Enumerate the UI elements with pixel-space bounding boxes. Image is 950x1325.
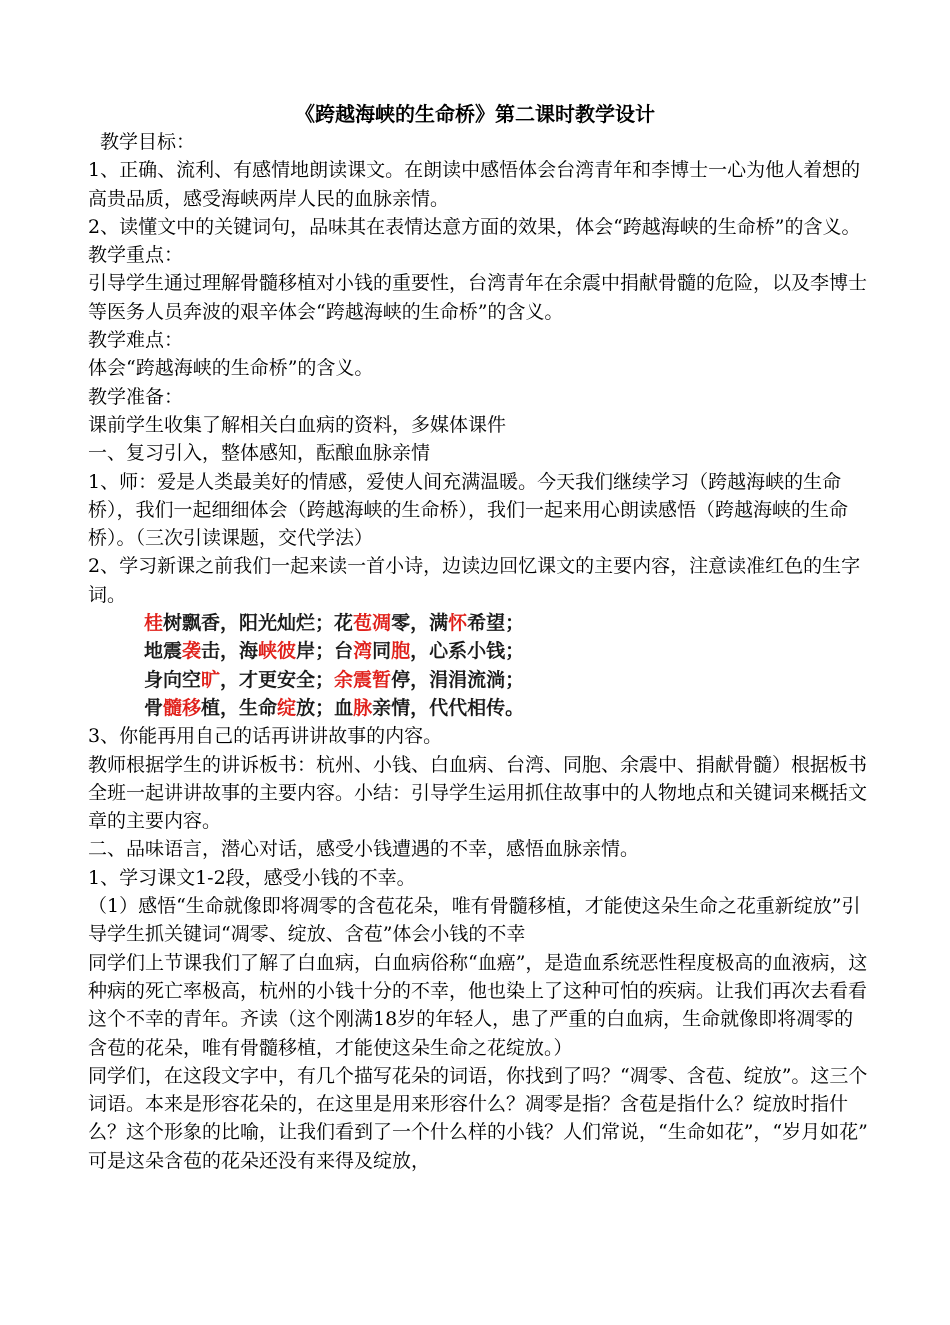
section-2-heading: 二、品味语言，潜心对话，感受小钱遭遇的不幸，感悟血脉亲情。 — [88, 838, 640, 861]
goal-2: 2、读懂文中的关键词句，品味其在表情达意方面的效果，体会“跨越海峡的生命桥”的含义。 — [88, 215, 861, 238]
poem-highlight-char: 峡彼 — [258, 640, 297, 663]
poem-highlight-char: 桂 — [144, 612, 164, 635]
poem-highlight-char: 绽 — [277, 696, 297, 719]
poem-text-segment: 骨 — [144, 696, 164, 719]
focus-heading: 教学重点： — [88, 244, 184, 267]
prep-text: 课前学生收集了解相关白血病的资料，多媒体课件 — [88, 413, 507, 436]
poem-text-segment: 亲情，代代相传。 — [372, 696, 525, 719]
section-2-paragraph-1: 1、学习课文1-2段，感受小钱的不幸。 — [88, 866, 416, 889]
poem-text-segment: 岸； — [296, 640, 335, 663]
poem-text-segment: 希望； — [467, 612, 525, 635]
difficulty-heading: 教学难点： — [88, 329, 184, 352]
document-title: 《跨越海峡的生命桥》第二课时教学设计 — [295, 102, 655, 126]
poem-line-4 — [144, 694, 868, 722]
poem-line-2 — [144, 637, 868, 665]
poem-text-segment: 零，满 — [391, 612, 449, 635]
poem-highlight-char: 苞凋 — [353, 612, 392, 635]
difficulty-text: 体会“跨越海峡的生命桥”的含义。 — [88, 357, 374, 380]
poem-highlight-char: 胞 — [391, 640, 411, 663]
poem — [88, 609, 868, 722]
poem-text-segment: 地震 — [144, 640, 183, 663]
poem-highlight-char: 旷 — [201, 668, 221, 691]
document-body — [88, 128, 868, 1175]
section-2-paragraph-4: 同学们，在这段文字中，有几个描写花朵的词语，你找到了吗？“凋零、含苞、绽放”。这三个词语。本来是形容花朵的，在这里是用来形容什么？凋零是指？含苞是指什么？绽放时指什么？这个形象的比喻，让我们看到了一个什么样的小钱？人们常说，“生命如花”，“岁月如花” 可是这朵含苞的花朵还没有来得及绽放， — [88, 1064, 868, 1172]
poem-text-segment: 树飘香，阳光灿烂； — [163, 612, 335, 635]
poem-text-segment: 身向空 — [144, 668, 202, 691]
poem-text-segment: 花 — [334, 612, 354, 635]
poem-line-1 — [144, 609, 868, 637]
section-1-heading: 一、复习引入，整体感知，酝酿血脉亲情 — [88, 442, 431, 465]
poem-text-segment: 放；血 — [296, 696, 354, 719]
section-1-paragraph-2: 2、学习新课之前我们一起来读一首小诗，边读边回忆课文的主要内容，注意读准红色的生字词。 — [88, 555, 861, 606]
poem-highlight-char: 湾 — [353, 640, 373, 663]
section-1-paragraph-3: 3、你能再用自己的话再讲讲故事的内容。 — [88, 725, 443, 748]
section-2-paragraph-3: 同学们上节课我们了解了白血病，白血病俗称“血癌”，是造血系统恶性程度极高的血液病，这种病的死亡率极高，杭州的小钱十分的不幸，他也染上了这种可怕的疾病。让我们再次去看看这个不幸的青年。齐读（这个刚满18岁的年轻人，患了严重的白血病，生命就像即将凋零的含苞的花朵，唯有骨髓移植，才能使这朵生命之花绽放。） — [88, 951, 868, 1059]
poem-text-segment: 植，生命 — [201, 696, 278, 719]
poem-highlight-char: 髓移 — [163, 696, 202, 719]
prep-heading: 教学准备： — [88, 385, 184, 408]
goals-heading: 教学目标： — [100, 131, 196, 153]
poem-line-3 — [144, 666, 868, 694]
poem-highlight-char: 袭 — [182, 640, 202, 663]
poem-text-segment: 同 — [372, 640, 392, 663]
poem-text-segment: 台 — [334, 640, 354, 663]
poem-highlight-char: 脉 — [353, 696, 373, 719]
poem-highlight-char: 怀 — [448, 612, 468, 635]
goal-1: 1、正确、流利、有感情地朗读课文。在朗读中感悟体会台湾青年和李博士一心为他人着想的高贵品质，感受海峡两岸人民的血脉亲情。 — [88, 159, 861, 210]
poem-text-segment: ，心系小钱； — [410, 640, 525, 663]
poem-highlight-char: 余震暂 — [334, 668, 392, 691]
poem-text-segment: 停，涓涓流淌； — [391, 668, 525, 691]
poem-text-segment: ，才更安全； — [220, 668, 335, 691]
section-1-paragraph-1: 1、师：爱是人类最美好的情感，爱使人间充满温暖。今天我们继续学习（跨越海峡的生命桥），我们一起细细体会（跨越海峡的生命桥），我们一起来用心朗读感悟（跨越海峡的生命桥）。（三次引读课题，交代学法） — [88, 470, 849, 550]
section-2-paragraph-2: （1）感悟“生命就像即将凋零的含苞花朵，唯有骨髓移植，才能使这朵生命之花重新绽放”引导学生抓关键词“凋零、绽放、含苞”体会小钱的不幸 — [88, 895, 861, 946]
section-1-paragraph-4: 教师根据学生的讲诉板书：杭州、小钱、白血病、台湾、同胞、余震中、捐献骨髓）根据板书全班一起讲讲故事的主要内容。小结：引导学生运用抓住故事中的人物地点和关键词来概括文章的主要内容。 — [88, 753, 868, 833]
poem-text-segment: 击，海 — [201, 640, 259, 663]
focus-text: 引导学生通过理解骨髓移植对小钱的重要性，台湾青年在余震中捐献骨髓的危险，以及李博士等医务人员奔波的艰辛体会“跨越海峡的生命桥”的含义。 — [88, 272, 868, 323]
